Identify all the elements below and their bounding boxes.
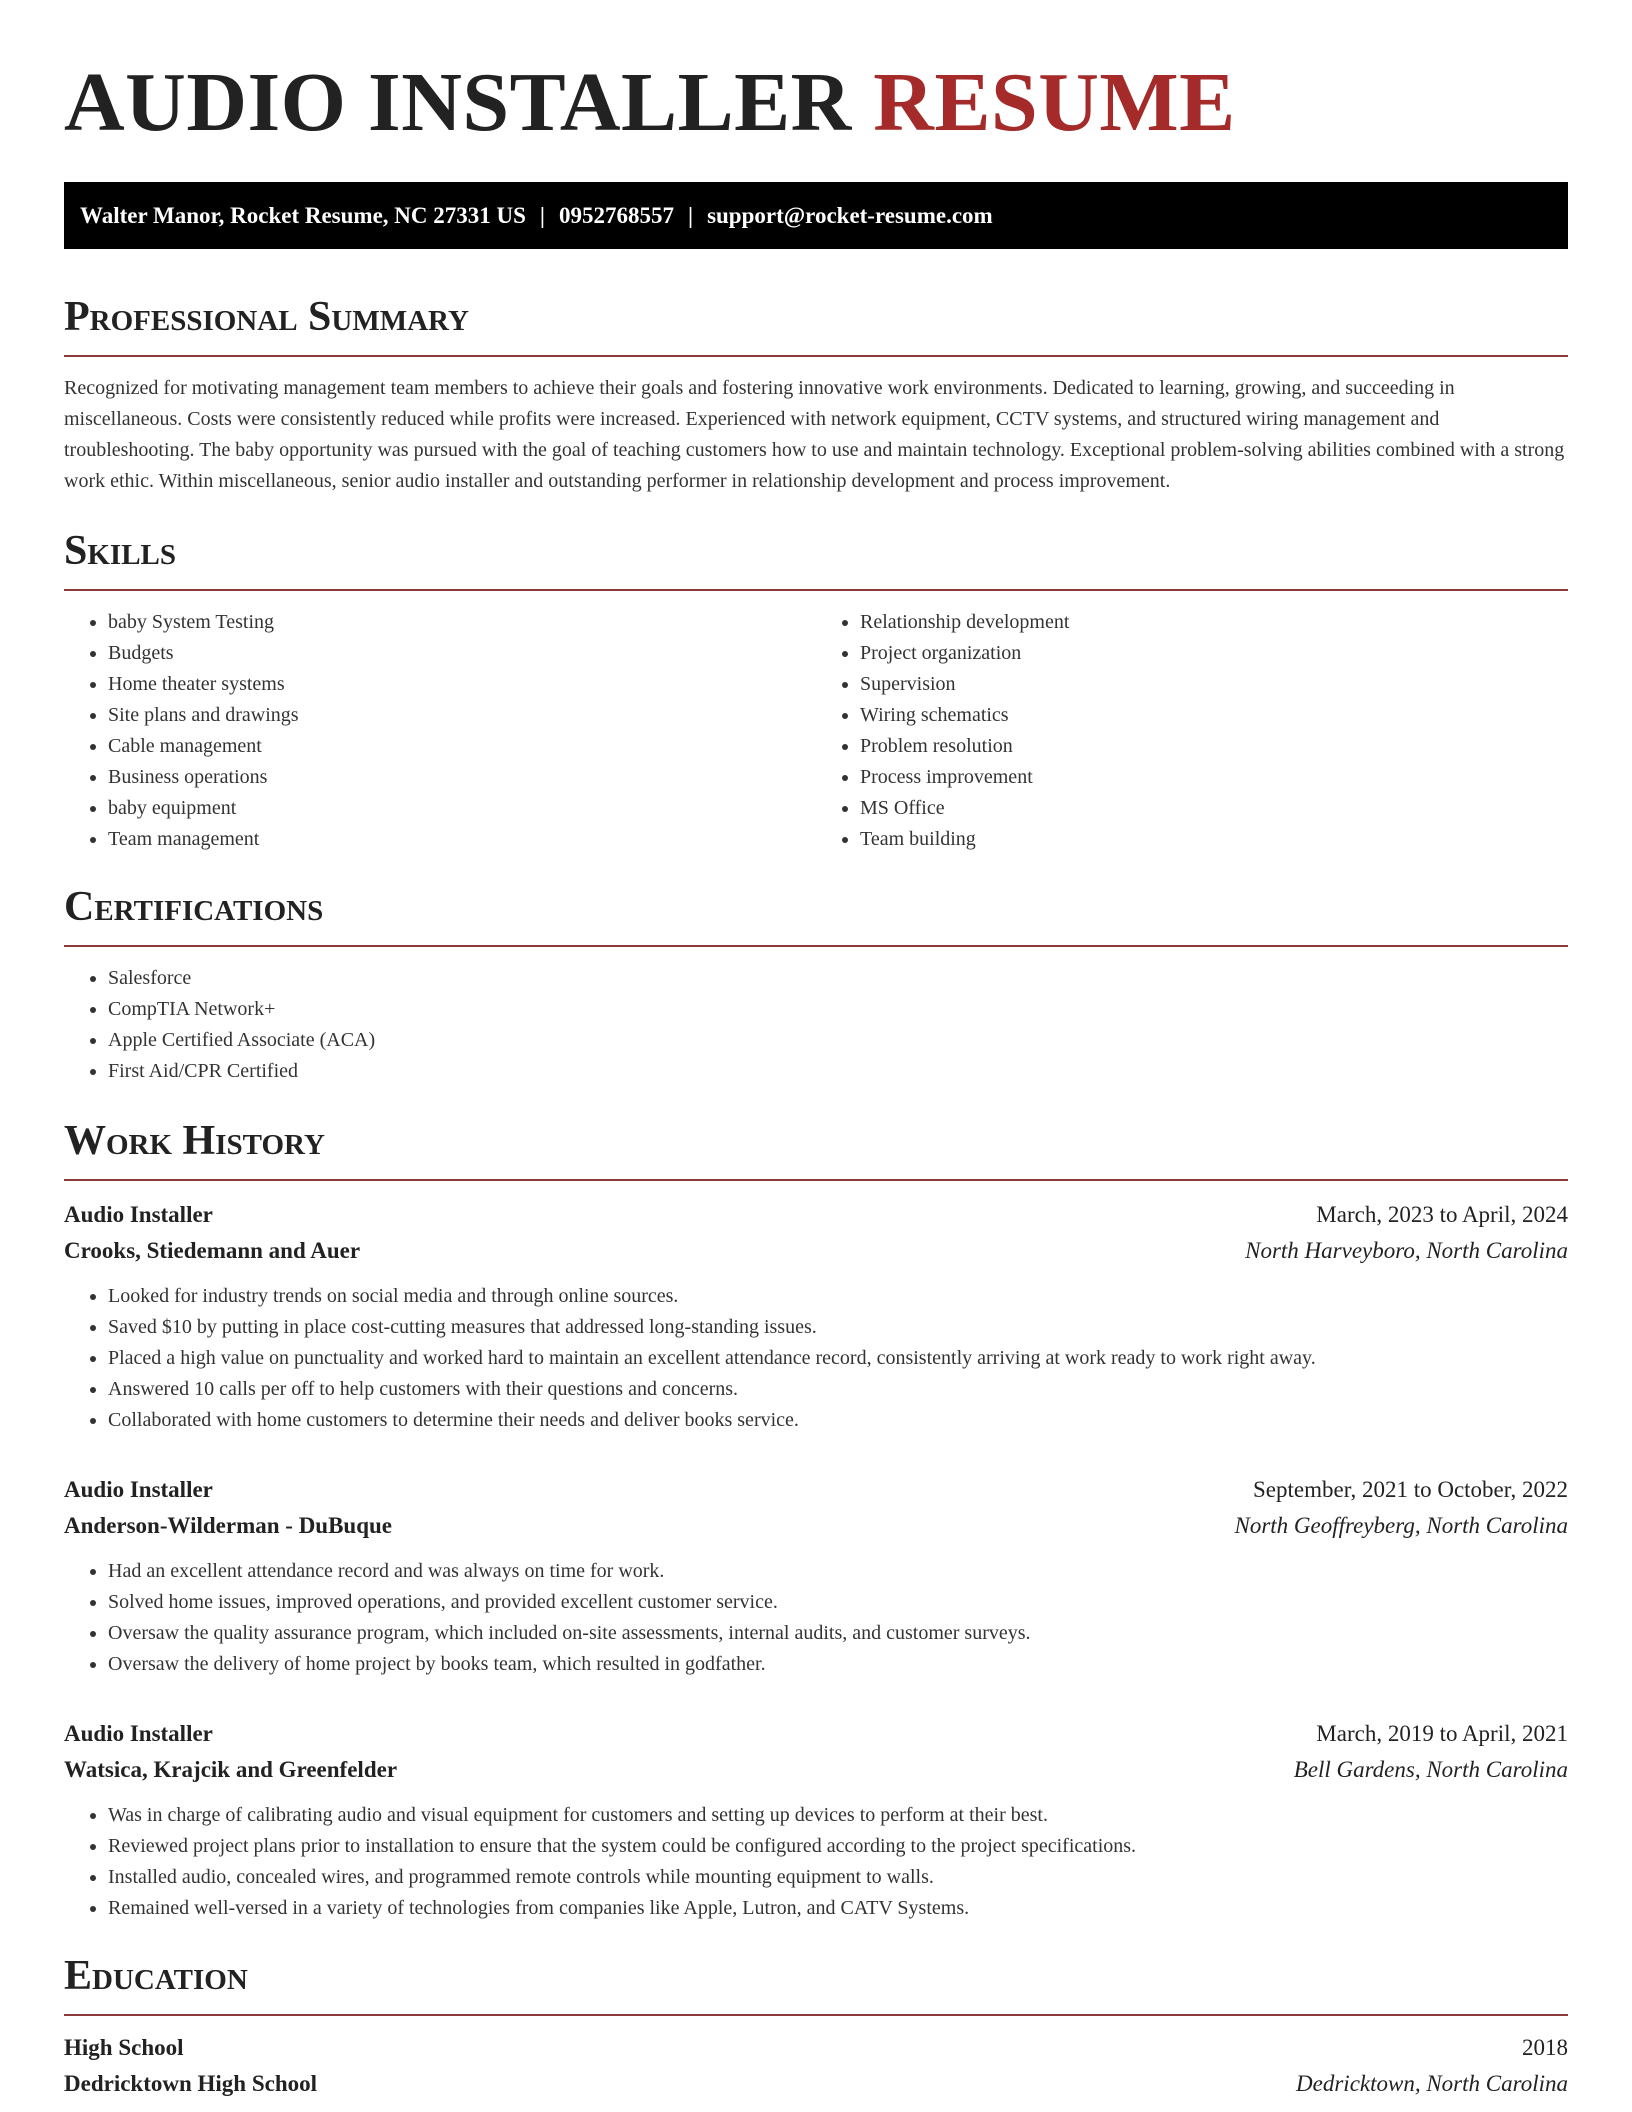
education-year: 2018 [1522, 2035, 1568, 2060]
job-bullet: • Reviewed project plans prior to installation to ensure that the system could be configured according to the project specifications. [108, 1831, 1568, 1862]
contact-phone[interactable]: 0952768557 [558, 202, 674, 228]
job-bullet: • Saved $10 by putting in place cost-cutting measures that addressed long-standing issues. [108, 1312, 1568, 1343]
section-divider [64, 945, 1568, 947]
education-section [64, 1950, 1568, 2102]
job-bullet: • Answered 10 calls per off to help customers with their questions and concerns. [108, 1374, 1568, 1405]
skill-item: • baby equipment [108, 793, 816, 824]
education-location: Dedricktown, North Carolina [1296, 2071, 1568, 2096]
job-dates: March, 2019 to April, 2021 [1316, 1721, 1568, 1746]
job-bullet: • Placed a high value on punctuality and worked hard to maintain an excellent attendance record, consistently arriving at work ready to work right away. [108, 1343, 1568, 1374]
skill-item: • Site plans and drawings [108, 700, 816, 731]
job-title: Audio Installer [64, 1202, 213, 1227]
skills-list-right [816, 607, 1568, 855]
skill-item: • Cable management [108, 731, 816, 762]
work-history-section [64, 1115, 1568, 1924]
education-heading: Education [64, 1953, 248, 1999]
skill-item: • Process improvement [860, 762, 1568, 793]
job-location: North Geoffreyberg, North Carolina [1234, 1513, 1568, 1538]
certification-item: • First Aid/CPR Certified [108, 1056, 1568, 1087]
skills-list-left [64, 607, 816, 855]
skill-item: • Problem resolution [860, 731, 1568, 762]
skills-grid [64, 591, 1568, 855]
section-divider [64, 1179, 1568, 1181]
skill-item: • Wiring schematics [860, 700, 1568, 731]
summary-heading: Professional Summary [64, 294, 469, 340]
title-main: AUDIO INSTALLER [64, 56, 852, 149]
job-bullet: • Had an excellent attendance record and was always on time for work. [108, 1556, 1568, 1587]
contact-separator: | [687, 202, 694, 228]
job-bullet: • Remained well-versed in a variety of technologies from companies like Apple, Lutron, and CATV Systems. [108, 1893, 1568, 1924]
contact-bar [64, 182, 1568, 249]
skill-item: • baby System Testing [108, 607, 816, 638]
job-entry [64, 1197, 1568, 1436]
job-header-row [64, 1472, 1568, 1508]
job-header-row [64, 1197, 1568, 1233]
contact-address: Walter Manor, Rocket Resume, NC 27331 US [80, 202, 526, 228]
certifications-section [64, 881, 1568, 1087]
job-title: Audio Installer [64, 1721, 213, 1746]
job-bullet: • Was in charge of calibrating audio and visual equipment for customers and setting up devices to perform at their best. [108, 1800, 1568, 1831]
education-entry [64, 2030, 1568, 2102]
summary-section [64, 291, 1568, 497]
contact-email[interactable]: support@rocket-resume.com [707, 202, 993, 228]
job-company: Anderson-Wilderman - DuBuque [64, 1513, 393, 1538]
work-history-heading: Work History [64, 1118, 325, 1164]
job-company-row [64, 1508, 1568, 1544]
skill-item: • Budgets [108, 638, 816, 669]
job-bullets [64, 1556, 1568, 1680]
certifications-list [64, 963, 1568, 1087]
job-bullet: • Oversaw the quality assurance program, which included on-site assessments, internal audits, and customer surveys. [108, 1618, 1568, 1649]
title-accent: RESUME [873, 56, 1236, 149]
job-bullet: • Oversaw the delivery of home project by books team, which resulted in godfather. [108, 1649, 1568, 1680]
skill-item: • Business operations [108, 762, 816, 793]
education-header-row [64, 2030, 1568, 2066]
job-company: Watsica, Krajcik and Greenfelder [64, 1757, 398, 1782]
job-location: North Harveyboro, North Carolina [1245, 1238, 1568, 1263]
job-dates: September, 2021 to October, 2022 [1253, 1477, 1568, 1502]
contact-separator: | [539, 202, 545, 228]
section-divider [64, 355, 1568, 357]
job-title: Audio Installer [64, 1477, 213, 1502]
skill-item: • Home theater systems [108, 669, 816, 700]
job-bullets [64, 1800, 1568, 1924]
skills-section [64, 525, 1568, 855]
resume-title [64, 56, 1568, 150]
job-location: Bell Gardens, North Carolina [1293, 1757, 1568, 1782]
certification-item: • Apple Certified Associate (ACA) [108, 1025, 1568, 1056]
job-company-row [64, 1752, 1568, 1788]
job-header-row [64, 1716, 1568, 1752]
skills-heading: Skills [64, 528, 177, 574]
skill-item: • Project organization [860, 638, 1568, 669]
certification-item: • CompTIA Network+ [108, 994, 1568, 1025]
job-entry [64, 1716, 1568, 1924]
education-school: Dedricktown High School [64, 2071, 318, 2096]
job-company: Crooks, Stiedemann and Auer [64, 1238, 361, 1263]
skill-item: • MS Office [860, 793, 1568, 824]
skill-item: • Team management [108, 824, 816, 855]
job-company-row [64, 1233, 1568, 1269]
education-degree: High School [64, 2035, 184, 2060]
section-divider [64, 2014, 1568, 2016]
job-entry [64, 1472, 1568, 1680]
job-bullet: • Collaborated with home customers to determine their needs and deliver books service. [108, 1405, 1568, 1436]
skill-item: • Relationship development [860, 607, 1568, 638]
job-bullet: • Solved home issues, improved operations, and provided excellent customer service. [108, 1587, 1568, 1618]
job-bullet: • Looked for industry trends on social media and through online sources. [108, 1281, 1568, 1312]
job-dates: March, 2023 to April, 2024 [1316, 1202, 1568, 1227]
skill-item: • Supervision [860, 669, 1568, 700]
job-bullet: • Installed audio, concealed wires, and programmed remote controls while mounting equipment to walls. [108, 1862, 1568, 1893]
certification-item: • Salesforce [108, 963, 1568, 994]
job-bullets [64, 1281, 1568, 1436]
skill-item: • Team building [860, 824, 1568, 855]
summary-text: Recognized for motivating management team members to achieve their goals and fostering innovative work environments. Dedicated to learning, growing, and succeeding in miscellaneous. Costs were consistently reduced while profits were increased. Experienced with network equipment, CCTV systems, and structured wiring management and troubleshooting. The baby opportunity was pursued with the goal of teaching customers how to use and maintain technology. Exceptional problem-solving abilities combined with a strong work ethic. Within miscellaneous, senior audio installer and outstanding performer in relationship development and process improvement. [64, 377, 1565, 492]
certifications-heading: Certifications [64, 884, 324, 930]
education-school-row [64, 2066, 1568, 2102]
